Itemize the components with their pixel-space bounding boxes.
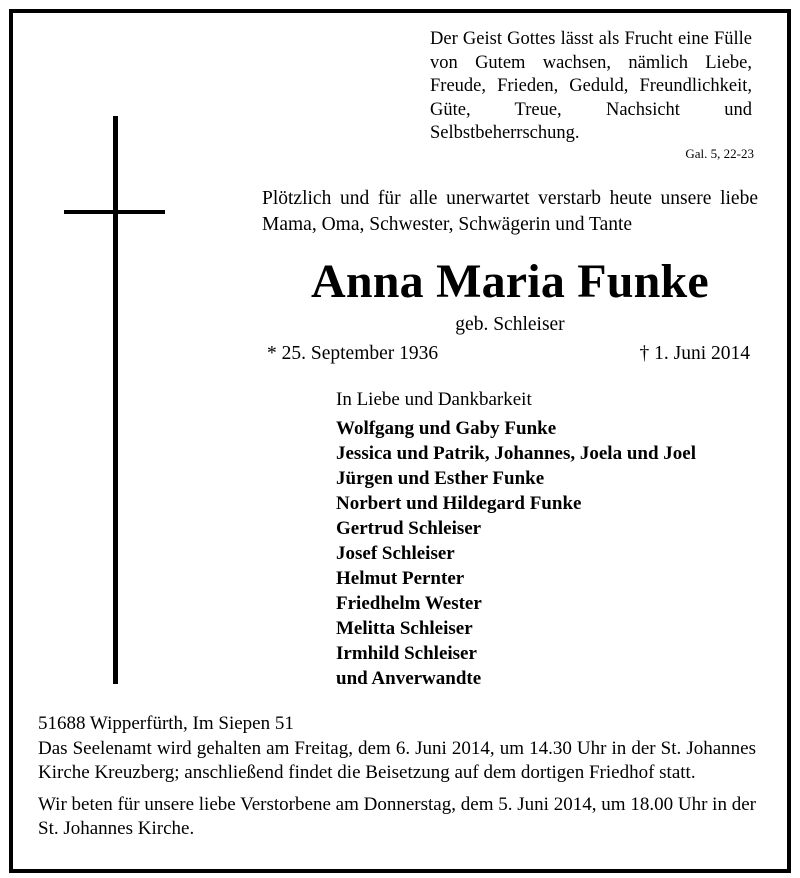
mourner-name: Gertrud Schleiser	[336, 518, 482, 539]
mourners-list	[336, 416, 696, 691]
maiden-name: geb. Schleiser	[455, 314, 565, 335]
mourner-name: Helmut Pernter	[336, 568, 465, 589]
mourner-name: Wolfgang und Gaby Funke	[336, 418, 557, 439]
verse-reference: Gal. 5, 22-23	[685, 146, 754, 161]
prayer-details: Wir beten für unsere liebe Verstorbene am Donnerstag, dem 5. Juni 2014, um 18.00 Uhr in der St. Johannes Kirche.	[38, 793, 756, 839]
funeral-details: Das Seelenamt wird gehalten am Freitag, dem 6. Juni 2014, um 14.30 Uhr in der St. Johannes Kirche Kreuzberg; anschließend findet die Beisetzung auf dem dortigen Friedhof statt.	[38, 737, 756, 783]
footer-info	[38, 712, 756, 842]
mourner-name: Irmhild Schleiser	[336, 643, 477, 664]
cross-icon	[113, 116, 118, 684]
birth-date: * 25. September 1936	[267, 343, 439, 364]
cross-icon-bar	[64, 210, 165, 214]
mourner-name: und Anverwandte	[336, 668, 482, 689]
death-date: † 1. Juni 2014	[639, 343, 750, 364]
mourner-name: Norbert und Hildegard Funke	[336, 493, 582, 514]
mourners-heading: In Liebe und Dankbarkeit	[336, 389, 532, 410]
mourner-name: Jessica und Patrik, Johannes, Joela und Joel	[336, 443, 696, 464]
mourner-name: Jürgen und Esther Funke	[336, 468, 545, 489]
mourner-name: Friedhelm Wester	[336, 593, 482, 614]
mourner-name: Josef Schleiser	[336, 543, 455, 564]
bible-verse: Der Geist Gottes lässt als Frucht eine Fülle von Gutem wachsen, nämlich Liebe, Freude, Frieden, Geduld, Freundlichkeit, Güte, Treue, Nachsicht und Selbstbeherrschung.	[430, 29, 752, 143]
mourner-name: Melitta Schleiser	[336, 618, 473, 639]
death-announcement: Plötzlich und für alle unerwartet verstarb heute unsere liebe Mama, Oma, Schwester, Schwägerin und Tante	[262, 188, 758, 235]
address: 51688 Wipperfürth, Im Siepen 51	[38, 713, 294, 734]
deceased-name: Anna Maria Funke	[311, 255, 709, 308]
